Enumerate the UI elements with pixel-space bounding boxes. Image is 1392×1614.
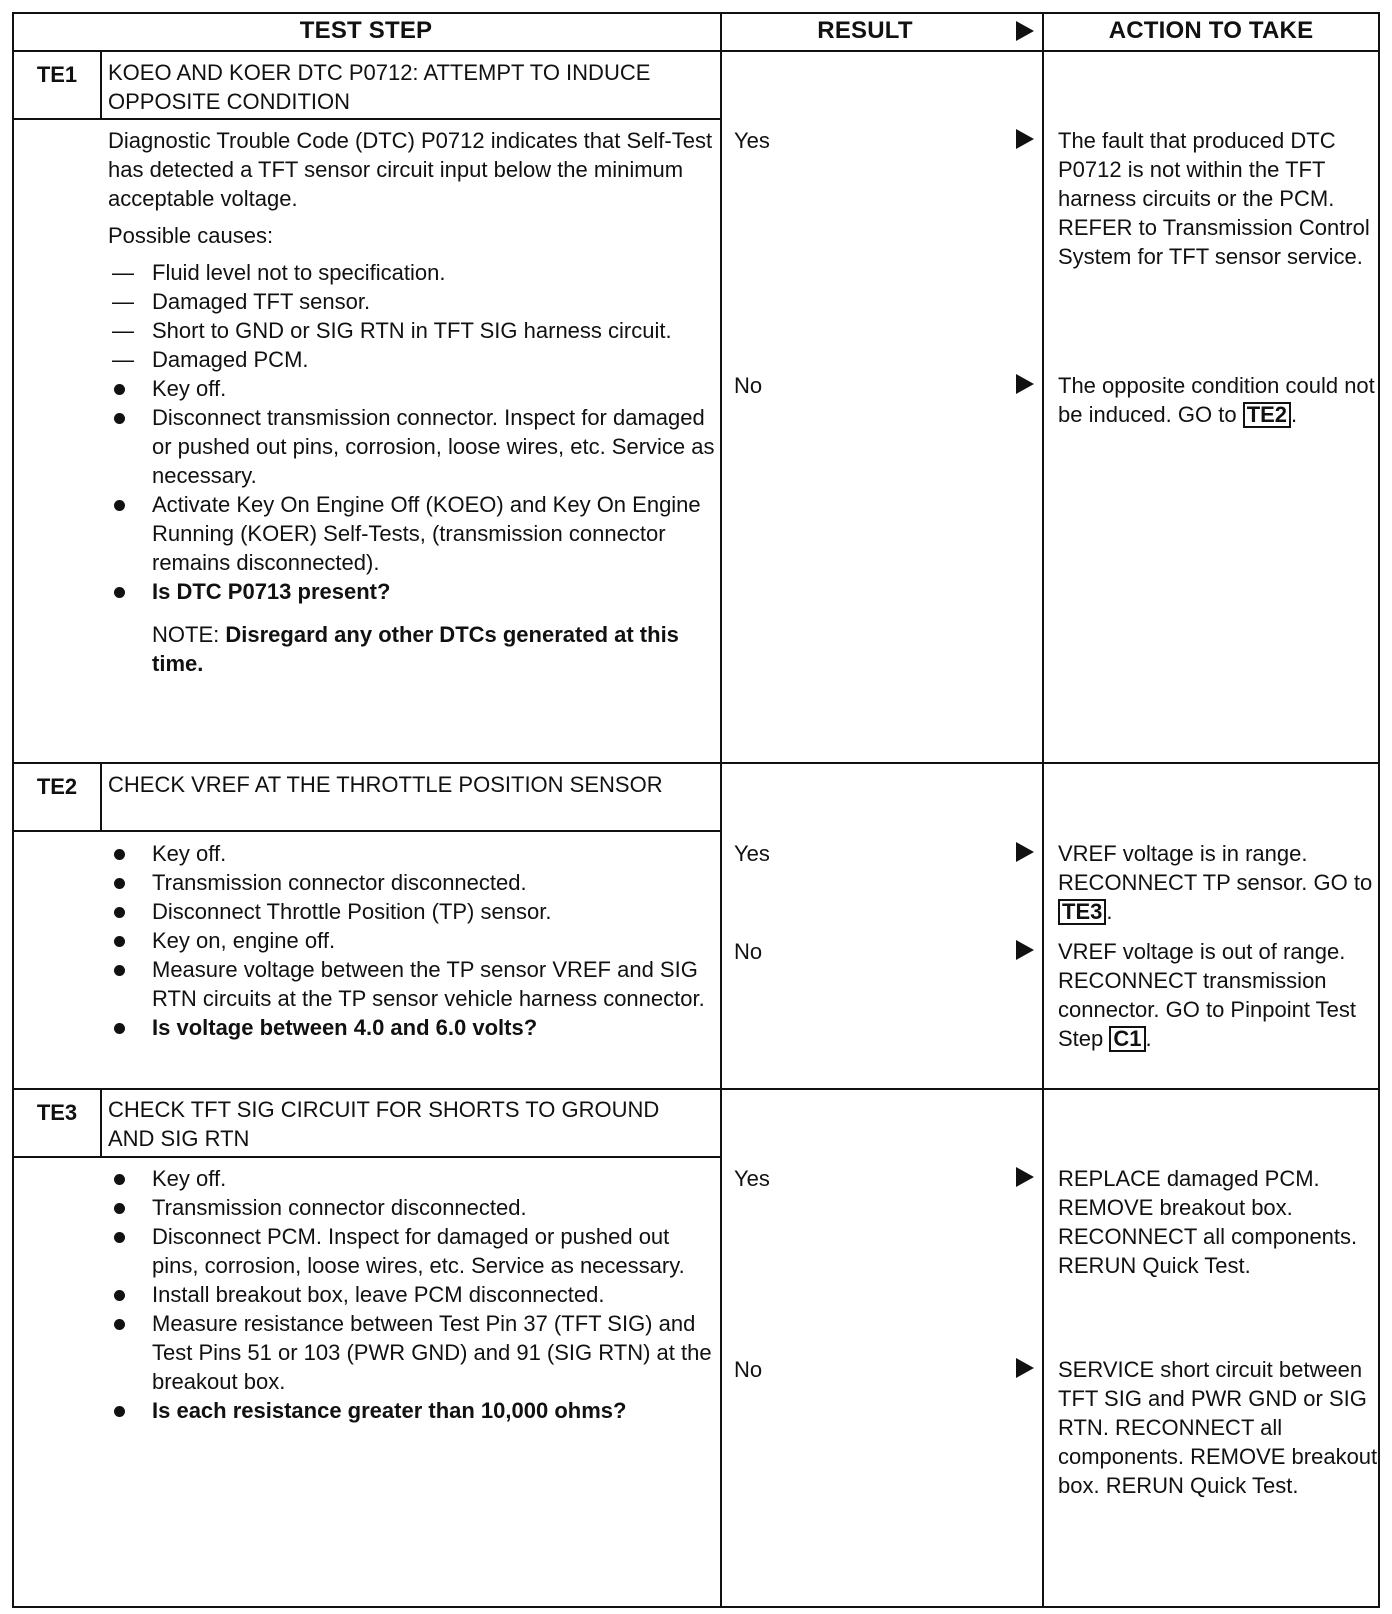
list-item: Is each resistance greater than 10,000 ohms? (108, 1396, 720, 1425)
list-item: Key off. (108, 1164, 720, 1193)
list-item: — Fluid level not to specification. (112, 260, 446, 285)
step-body (108, 839, 720, 1042)
result-no: No (734, 1357, 763, 1382)
result-yes: Yes (734, 841, 770, 866)
arrow-icon (1016, 1358, 1034, 1378)
title-divider (12, 830, 720, 832)
row-divider (12, 762, 1380, 764)
procedure-list (108, 1164, 720, 1425)
action-no: SERVICE short circuit between TFT SIG and PWR GND or SIG RTN. RECONNECT all components. REMOVE breakout box. RERUN Quick Test. (1058, 1357, 1378, 1498)
step-id: TE3 (36, 1100, 78, 1125)
step-intro: Diagnostic Trouble Code (DTC) P0712 indicates that Self-Test has detected a TFT sensor circuit input below the minimum acceptable voltage. (108, 128, 713, 211)
step-reference-link[interactable]: TE2 (1243, 402, 1291, 428)
step-id-divider (100, 50, 102, 118)
step-body (108, 1164, 720, 1425)
arrow-icon (1016, 842, 1034, 862)
action-yes: VREF voltage is in range. RECONNECT TP sensor. GO to TE3 . (1058, 841, 1373, 924)
header-action: ACTION TO TAKE (1108, 17, 1314, 44)
action-no: The opposite condition could not be induced. GO to TE2 . (1058, 373, 1375, 427)
step-id-divider (100, 1088, 102, 1156)
arrow-icon (1016, 129, 1034, 149)
step-reference-link[interactable]: C1 (1109, 1026, 1145, 1052)
list-item: Activate Key On Engine Off (KOEO) and Key On Engine Running (KOER) Self-Tests, (transmission connector remains disconnected). (108, 490, 720, 577)
list-item: Measure voltage between the TP sensor VREF and SIG RTN circuits at the TP sensor vehicle harness connector. (108, 955, 720, 1013)
result-yes: Yes (734, 128, 770, 153)
list-item: Disconnect transmission connector. Inspect for damaged or pushed out pins, corrosion, loose wires, etc. Service as necessary. (108, 403, 720, 490)
causes-label: Possible causes: (108, 223, 274, 248)
list-item: Disconnect Throttle Position (TP) sensor. (108, 897, 720, 926)
list-item: Measure resistance between Test Pin 37 (TFT SIG) and Test Pins 51 or 103 (PWR GND) and 91 (SIG RTN) at the breakout box. (108, 1309, 720, 1396)
diagnostic-table (12, 12, 1380, 1608)
header-result: RESULT (817, 17, 913, 44)
action-yes: REPLACE damaged PCM. REMOVE breakout box. RECONNECT all components. RERUN Quick Test. (1058, 1166, 1358, 1278)
list-item: — Damaged PCM. (112, 347, 309, 372)
list-item: — Damaged TFT sensor. (112, 289, 371, 314)
header-divider (12, 50, 1380, 52)
row-divider (12, 1088, 1380, 1090)
column-divider (720, 12, 722, 1608)
list-item: Key off. (108, 374, 720, 403)
list-item: Install breakout box, leave PCM disconnected. (108, 1280, 720, 1309)
list-item: Is DTC P0713 present? (108, 577, 720, 606)
arrow-icon (1016, 374, 1034, 394)
title-divider (12, 118, 720, 120)
arrow-icon (1016, 940, 1034, 960)
column-divider (1042, 12, 1044, 1608)
header-test-step: TEST STEP (299, 17, 433, 44)
title-divider (12, 1156, 720, 1158)
step-id: TE2 (36, 774, 78, 799)
list-item: Key on, engine off. (108, 926, 720, 955)
step-title: KOEO AND KOER DTC P0712: ATTEMPT TO INDUCE OPPOSITE CONDITION (108, 60, 651, 114)
result-yes: Yes (734, 1166, 770, 1191)
list-item: Transmission connector disconnected. (108, 868, 720, 897)
list-item: Is voltage between 4.0 and 6.0 volts? (108, 1013, 720, 1042)
result-no: No (734, 373, 763, 398)
step-note: NOTE: Disregard any other DTCs generated at this time. (152, 622, 679, 676)
step-title: CHECK VREF AT THE THROTTLE POSITION SENSOR (108, 772, 663, 797)
header-arrow-icon (1016, 21, 1034, 41)
causes-list (108, 258, 720, 374)
result-no: No (734, 939, 763, 964)
step-id: TE1 (36, 62, 78, 87)
step-id-divider (100, 762, 102, 830)
step-body (108, 126, 720, 678)
procedure-list (108, 839, 720, 1042)
list-item: Key off. (108, 839, 720, 868)
procedure-list (108, 374, 720, 606)
arrow-icon (1016, 1167, 1034, 1187)
action-yes: The fault that produced DTC P0712 is not within the TFT harness circuits or the PCM. REFER to Transmission Control System for TFT sensor service. (1058, 128, 1370, 269)
list-item: Transmission connector disconnected. (108, 1193, 720, 1222)
list-item: — Short to GND or SIG RTN in TFT SIG harness circuit. (112, 318, 672, 343)
action-no: VREF voltage is out of range. RECONNECT transmission connector. GO to Pinpoint Test Step C1 . (1058, 939, 1356, 1051)
step-title: CHECK TFT SIG CIRCUIT FOR SHORTS TO GROUND AND SIG RTN (108, 1097, 660, 1151)
step-reference-link[interactable]: TE3 (1058, 899, 1106, 925)
list-item: Disconnect PCM. Inspect for damaged or pushed out pins, corrosion, loose wires, etc. Service as necessary. (108, 1222, 720, 1280)
